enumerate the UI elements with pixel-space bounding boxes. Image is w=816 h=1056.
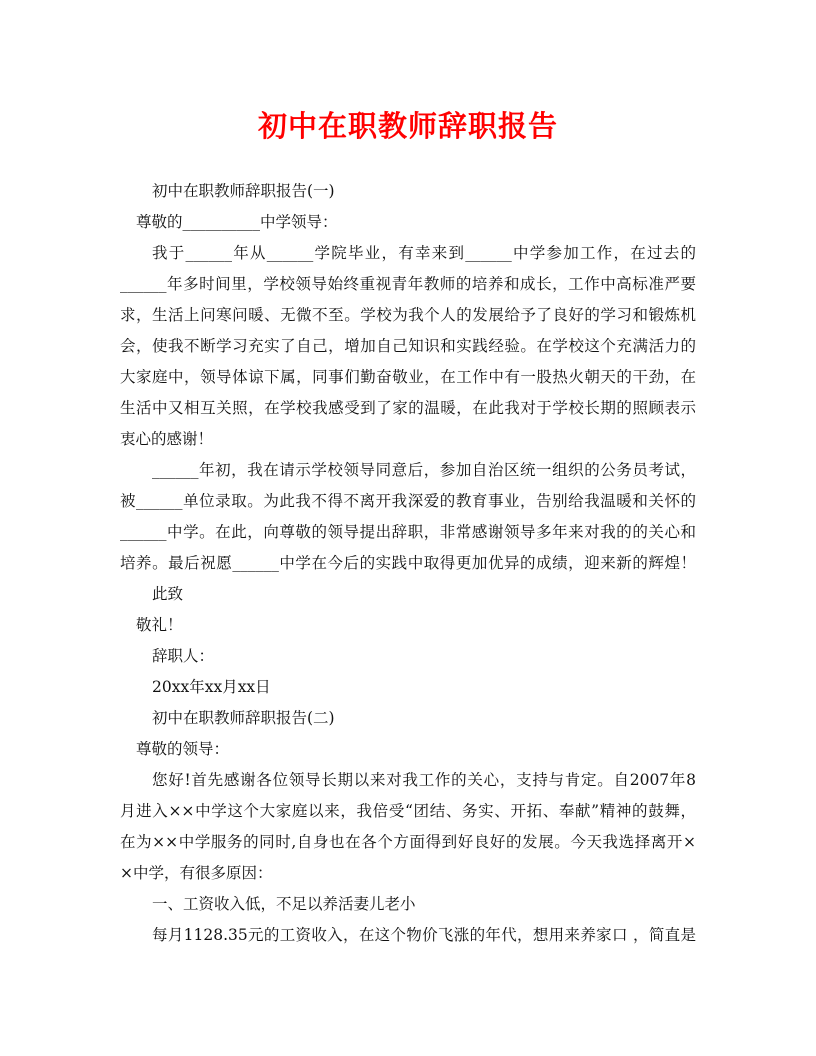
closing-cizhi: 此致 (152, 585, 184, 603)
closing-jingli: 敬礼！ (136, 616, 183, 634)
signature-date: 20xx年xx月xx日 (152, 678, 271, 696)
paragraph-line: ______中学。在此，向尊敬的领导提出辞职，非常感谢领导多年来对我的的关心和 (120, 523, 696, 541)
paragraph-line: 培养。最后祝愿______中学在今后的实践中取得更加优异的成绩，迎来新的辉煌！ (120, 554, 696, 572)
paragraph-line: 生活中又相互关照，在学校我感受到了家的温暖，在此我对于学校长期的照顾表示 (120, 399, 696, 417)
document-title: 初中在职教师辞职报告 (257, 109, 558, 143)
paragraph-line: 求，生活上问寒问暖、无微不至。学校为我个人的发展给予了良好的学习和锻炼机 (120, 306, 696, 324)
salutation-1: 尊敬的__________中学领导： (136, 213, 338, 231)
paragraph-line: ______年多时间里，学校领导始终重视青年教师的培养和成长，工作中高标准严要 (120, 275, 696, 293)
section-heading-2: 初中在职教师辞职报告(二) (152, 709, 335, 727)
paragraph-line: ×中学，有很多原因： (120, 864, 273, 882)
list-heading: 一、工资收入低，不足以养活妻儿老小 (152, 895, 416, 913)
paragraph-line: 被______单位录取。为此我不得不离开我深爱的教育事业，告别给我温暖和关怀的 (120, 492, 696, 510)
section-heading-1: 初中在职教师辞职报告(一) (152, 182, 335, 200)
paragraph-line: 会，使我不断学习充实了自己，增加自己知识和实践经验。在学校这个充满活力的 (120, 337, 696, 355)
signature-label: 辞职人： (152, 647, 215, 665)
paragraph-line: 每月1128.35元的工资收入，在这个物价飞涨的年代，想用来养家口 ，简直是 (152, 926, 696, 944)
salutation-2: 尊敬的领导： (136, 740, 230, 758)
paragraph-line: 您好!首先感谢各位领导长期以来对我工作的关心，支持与肯定。自2007年8 (152, 771, 696, 789)
paragraph-line: 我于______年从______学院毕业，有幸来到______中学参加工作，在过去的 (152, 244, 696, 262)
paragraph-line: 大家庭中，领导体谅下属，同事们勤奋敬业，在工作中有一股热火朝天的干劲，在 (120, 368, 696, 386)
paragraph-line: 在为××中学服务的同时,自身也在各个方面得到好良好的发展。今天我选择离开× (120, 833, 696, 851)
paragraph-line: 衷心的感谢！ (120, 430, 214, 448)
paragraph-line: ______年初，我在请示学校领导同意后，参加自治区统一组织的公务员考试， (152, 461, 696, 479)
paragraph-line: 月进入××中学这个大家庭以来，我倍受“团结、务实、开拓、奉献”精神的鼓舞， (120, 802, 696, 820)
